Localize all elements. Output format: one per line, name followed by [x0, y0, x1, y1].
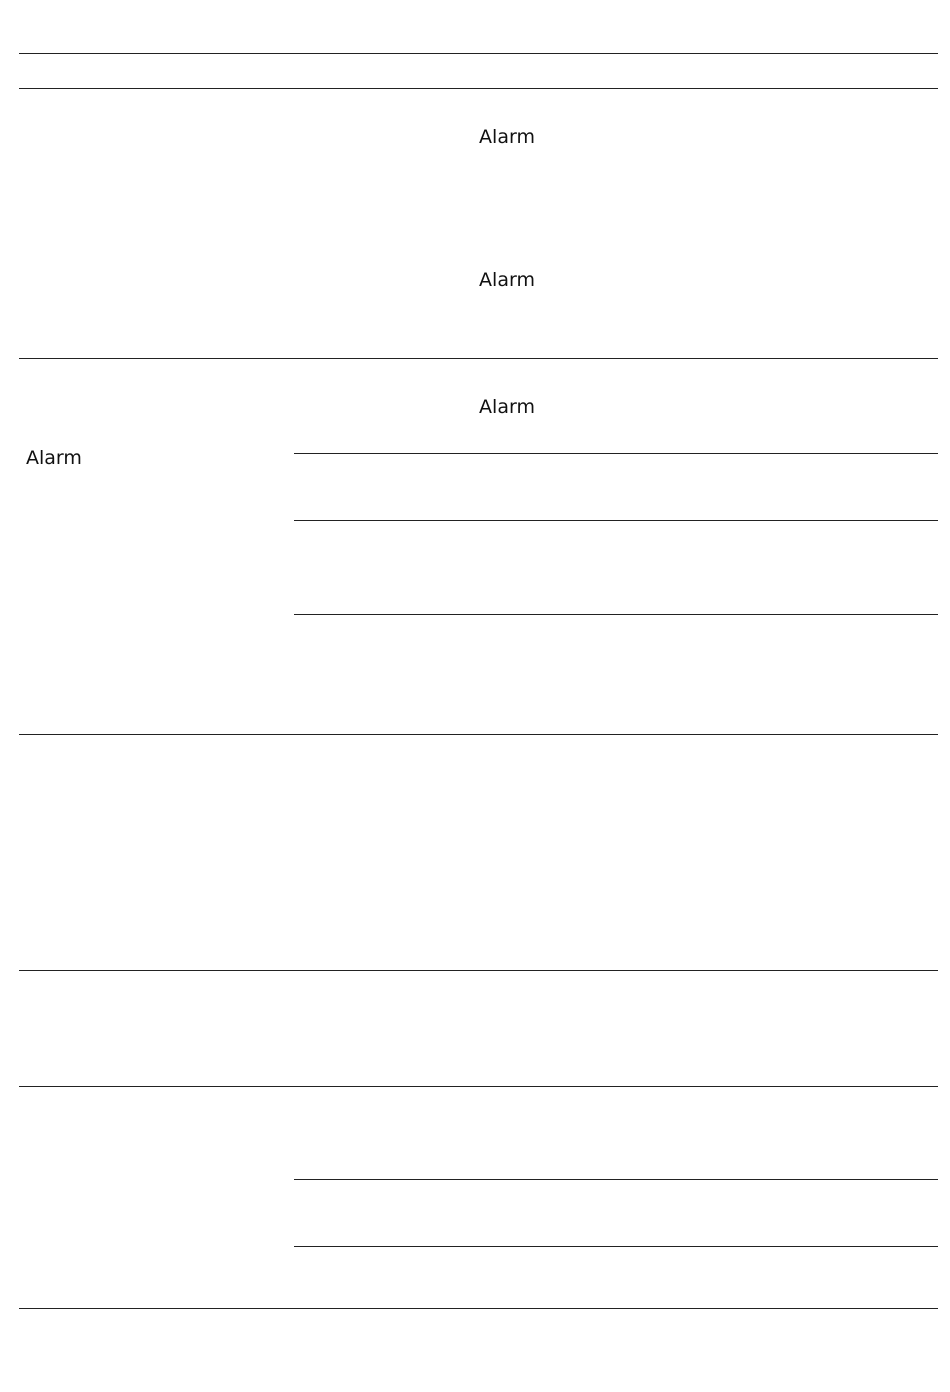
table-cell: Alarm	[479, 269, 535, 291]
sub-row-divider	[294, 1179, 938, 1180]
table-cell: Alarm	[479, 126, 535, 148]
row-divider	[19, 734, 938, 735]
sub-row-divider	[294, 453, 938, 454]
table-header-rule	[19, 88, 938, 89]
row-divider	[19, 970, 938, 971]
row-divider	[19, 358, 938, 359]
table-bottom-rule	[19, 1308, 938, 1309]
row-divider	[19, 1086, 938, 1087]
sub-row-divider	[294, 520, 938, 521]
table-cell: Alarm	[479, 396, 535, 418]
table-row-label: Alarm	[26, 447, 82, 469]
table-top-rule	[19, 53, 938, 54]
sub-row-divider	[294, 614, 938, 615]
sub-row-divider	[294, 1246, 938, 1247]
